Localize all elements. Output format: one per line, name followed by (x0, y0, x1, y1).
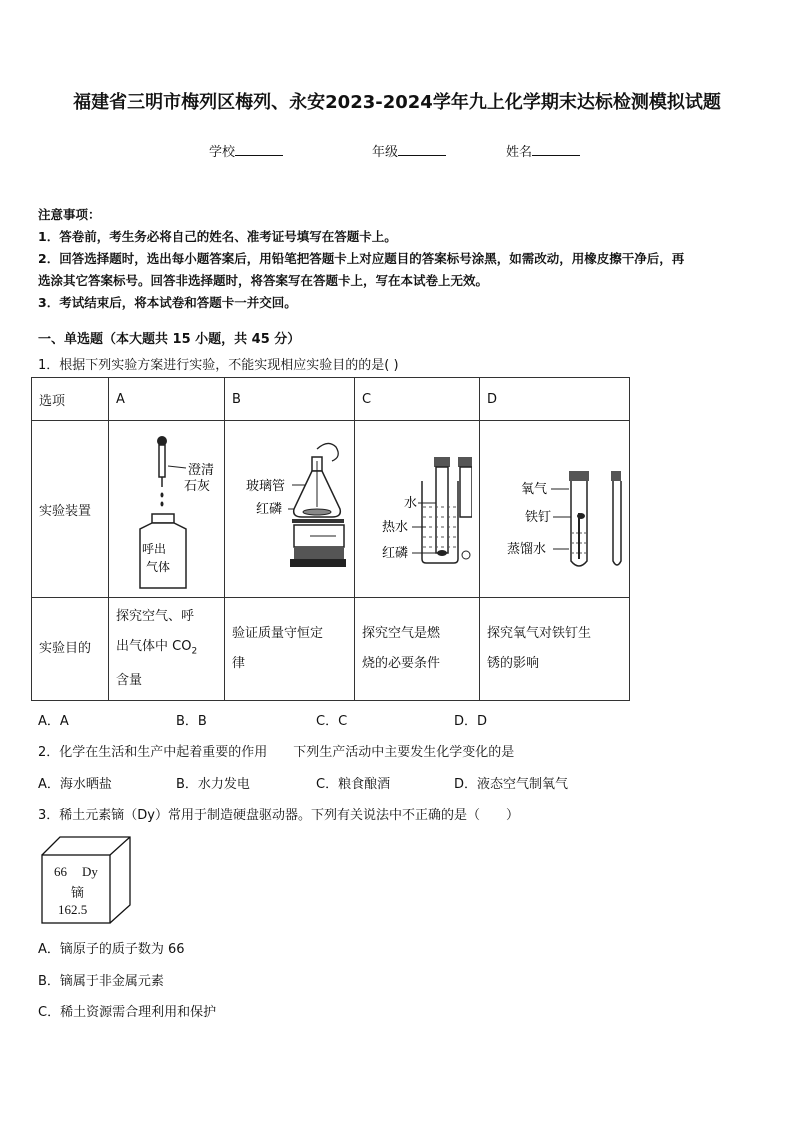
grade-label: 年级 (372, 145, 399, 160)
school-field[interactable] (209, 141, 283, 160)
school-label: 学校 (209, 145, 236, 160)
element-name: 镝 (71, 886, 85, 901)
tube-stopper (434, 457, 450, 467)
q3-option-a[interactable]: A．镝原子的质子数为 66 (38, 942, 185, 957)
note-item-3: 3．考试结束后，将本试卷和答题卡一并交回。 (38, 295, 297, 310)
aim-a (109, 598, 225, 701)
nail-head (577, 513, 585, 519)
name-field[interactable] (506, 141, 580, 160)
element-symbol: Dy (82, 864, 98, 879)
iron-nail-rust-diagram (487, 421, 622, 597)
page-title: 福建省三明市梅列区梅列、永安2023-2024学年九上化学期末达标检测模拟试题 (73, 92, 721, 113)
note-item-2a: 2．回答选择题时，选出每小题答案后，用铅笔把答题卡上对应题目的答案标号涂黑，如需改动，用橡皮擦干净后，再 (38, 251, 685, 266)
label-distilled-water: 蒸馏水 (507, 542, 547, 557)
drop-2 (161, 502, 164, 507)
apparatus-a (109, 421, 225, 598)
label-oxygen: 氧气 (521, 482, 548, 497)
test-tube (436, 467, 448, 553)
tube-stopper (569, 471, 589, 481)
dropper-bottle-diagram (116, 421, 217, 597)
note-item-2b: 选涂其它答案标号。回答非选择题时，将答案写在答题卡上，写在本试卷上无效。 (38, 273, 489, 288)
header-b: B (225, 378, 355, 421)
experiment-table (31, 377, 630, 701)
q3-stem: 3．稀土元素镝（Dy）常用于制造硬盘驱动器。下列有关说法中不正确的是（ ） (38, 808, 519, 823)
balance-foot (290, 559, 346, 567)
aim-a-line2: 出气体中 $CO_2$ (116, 638, 198, 657)
q3-option-c[interactable]: C．稀土资源需合理利用和保护 (38, 1005, 217, 1020)
apparatus-c (355, 421, 480, 598)
label-clear-limewater: 澄清 (188, 463, 215, 478)
label-iron-nail: 铁钉 (525, 510, 552, 525)
section-heading: 一、单选题（本大题共 15 小题，共 45 分） (38, 332, 301, 347)
balance-pan (292, 519, 344, 523)
name-label: 姓名 (506, 145, 533, 160)
test-tube-2 (613, 481, 621, 565)
bubble (462, 551, 470, 559)
q2-option-c[interactable]: C．粮食酿酒 (316, 777, 391, 792)
q1-stem: 1．根据下列实验方案进行实验，不能实现相应实验目的的是( ) (38, 358, 399, 373)
label-limewater-2: 石灰 (184, 479, 211, 494)
aim-c (355, 598, 480, 701)
balance-base (294, 547, 344, 559)
label-exhaled: 呼出 (142, 542, 167, 556)
aim-a-line3: 含量 (116, 673, 143, 689)
label-red-phosphorus-c: 红磷 (382, 546, 409, 561)
label-water: 水 (404, 496, 418, 511)
element-number: 66 (54, 864, 67, 879)
label-gas: 气体 (146, 560, 171, 574)
combustion-conditions-diagram (362, 421, 472, 597)
label-glass-tube: 玻璃管 (246, 479, 286, 494)
q3-option-b[interactable]: B．镝属于非金属元素 (38, 974, 164, 989)
q2-stem: 2．化学在生活和生产中起着重要的作用 下列生产活动中主要发生化学变化的是 (38, 745, 515, 760)
aim-d-line2: 锈的影响 (487, 656, 540, 671)
tube-stopper-2 (458, 457, 472, 467)
aim-b-line2: 律 (232, 656, 246, 671)
table-row (32, 598, 630, 701)
aim-d-line1: 探究氧气对铁钉生 (487, 626, 592, 641)
tube-stopper-2 (611, 471, 621, 481)
notes-heading: 注意事项： (38, 207, 101, 222)
q1-option-d[interactable]: D．D (454, 714, 488, 729)
aim-c-line1: 探究空气是燃 (362, 626, 441, 641)
header-d: D (480, 378, 630, 421)
header-c: C (355, 378, 480, 421)
aim-b-line1: 验证质量守恒定 (232, 626, 324, 641)
q1-option-b[interactable]: B．B (176, 714, 207, 729)
phosphorus-lump (437, 550, 447, 556)
aim-label: 实验目的 (32, 598, 109, 701)
table-row (32, 421, 630, 598)
grade-blank[interactable] (398, 143, 446, 156)
apparatus-d (480, 421, 630, 598)
aim-b (225, 598, 355, 701)
label-hot-water: 热水 (382, 520, 409, 535)
name-blank[interactable] (532, 143, 580, 156)
balance-flask-diagram (232, 421, 347, 597)
notes-block (38, 204, 760, 314)
element-mass: 162.5 (58, 902, 88, 917)
q1-option-a[interactable]: A．A (38, 714, 69, 729)
aim-c-line2: 烧的必要条件 (362, 656, 441, 671)
aim-d (480, 598, 630, 701)
apparatus-label: 实验装置 (32, 421, 109, 598)
header-option: 选项 (32, 378, 109, 421)
school-blank[interactable] (235, 143, 283, 156)
q1-option-c[interactable]: C．C (316, 714, 348, 729)
header-a: A (109, 378, 225, 421)
q2-option-d[interactable]: D．液态空气制氧气 (454, 777, 569, 792)
grade-field[interactable] (372, 141, 446, 160)
q2-option-b[interactable]: B．水力发电 (176, 777, 250, 792)
table-row (32, 378, 630, 421)
bottle-cap (152, 514, 174, 523)
test-tube-2 (460, 467, 472, 517)
sand-layer (303, 509, 331, 515)
apparatus-b (225, 421, 355, 598)
label-red-phosphorus-b: 红磷 (256, 502, 283, 517)
note-item-1: 1．答卷前，考生务必将自己的姓名、准考证号填写在答题卡上。 (38, 229, 397, 244)
leader-line (168, 466, 186, 468)
dropper-tube (159, 445, 165, 477)
aim-a-line1: 探究空气、呼 (116, 608, 195, 624)
q2-option-a[interactable]: A．海水晒盐 (38, 777, 112, 792)
drop-1 (161, 493, 164, 498)
element-card (40, 835, 132, 925)
